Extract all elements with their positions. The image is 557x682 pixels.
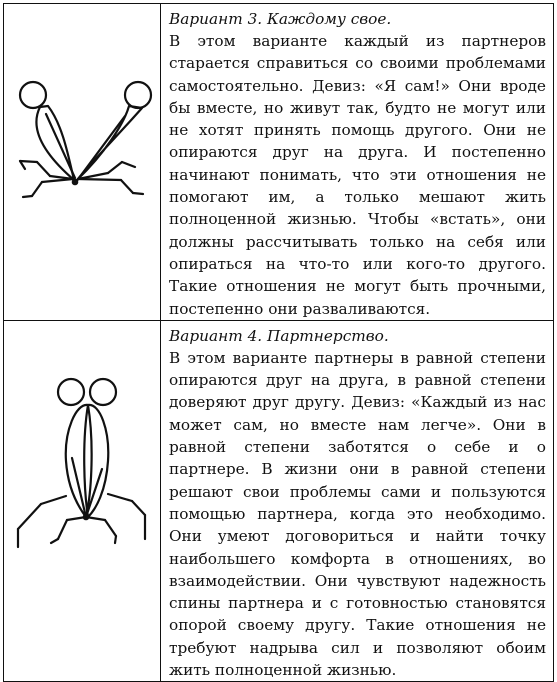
illustration-cell	[4, 4, 161, 321]
leaning-apart-figures-icon	[4, 4, 160, 265]
variant-row-3	[4, 4, 554, 321]
variant-title: Вариант 4. Партнерство.	[169, 326, 389, 345]
variants-table	[3, 3, 554, 682]
variant-text-cell	[161, 320, 554, 681]
illustration-cell	[4, 320, 161, 681]
variant-row-4	[4, 320, 554, 681]
variant-title: Вариант 3. Каждому свое.	[169, 10, 392, 28]
back-to-back-figures-icon	[4, 321, 160, 625]
variant-description: В этом варианте каждый из партнеров старается справиться со своими проблемами самостоятельно. Девиз: «Я сам!» Они вроде бы вместе, но живут так, будто не могут или не хотят принять помощь другого. Они не опираются друг на друга. И постепенно начинают понимать, что эти отношения не помогают им, а только мешают жить полноценной жизнью. Чтобы «встать», они должны рассчитывать только на себя или опираться на что-то или кого-то другого. Такие отношения не могут быть прочными, постепенно они разваливаются.	[169, 32, 546, 318]
variant-description: В этом варианте партнеры в равной степени опираются друг на друга, в равной степени доверяют друг другу. Девиз: «Каждый из нас может сам, но вместе нам легче». Они в равной степени заботятся о себе и о партнере. В жизни они в равной степени решают свои проблемы сами и пользуются помощью партнера, когда это необходимо. Они умеют договориться и найти точку наибольшего комфорта в отношениях, во взаимодействии. Они чувствуют надежность спины партнера и с готовностью становятся опорой своему другу. Такие отношения не требуют надрыва сил и позволяют обоим жить полноценной жизнью.	[169, 348, 546, 680]
variant-text-cell	[161, 4, 554, 321]
